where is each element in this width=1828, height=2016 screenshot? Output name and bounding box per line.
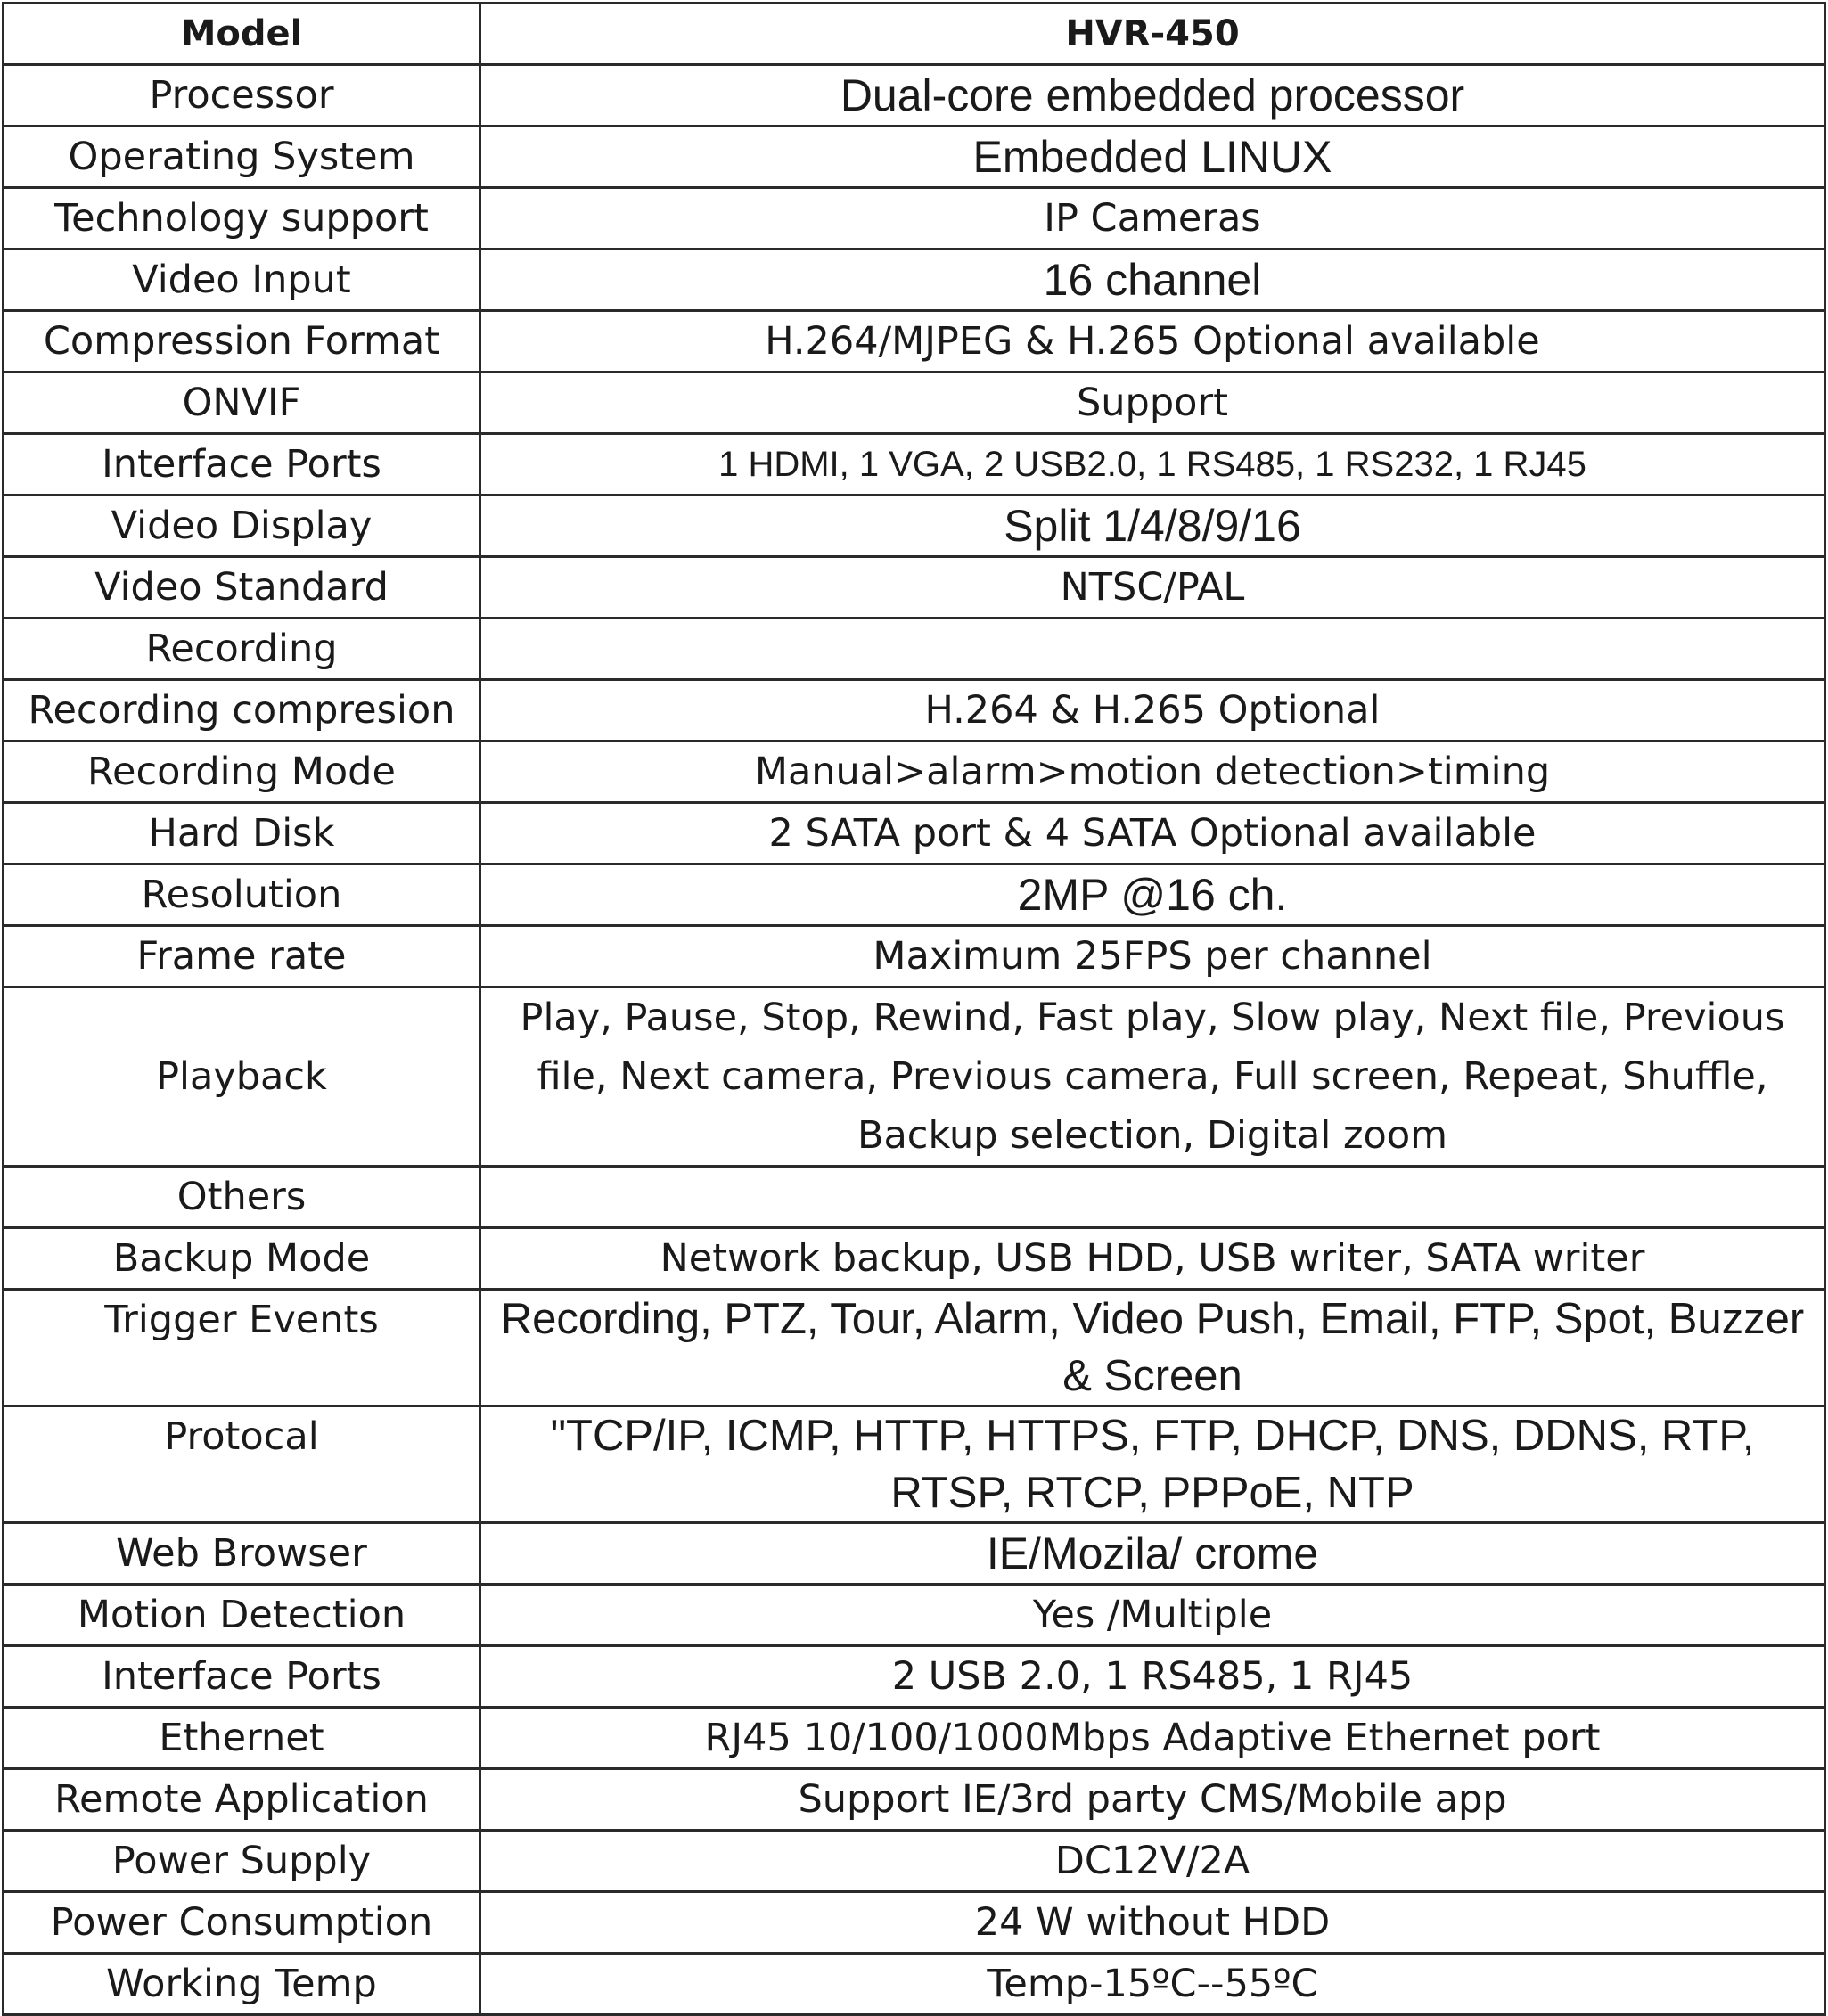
table-row — [4, 373, 1825, 434]
table-row — [4, 496, 1825, 557]
row-value: 2 SATA port & 4 SATA Optional available — [480, 803, 1825, 865]
row-value: 2MP @16 ch. — [480, 865, 1825, 926]
row-value: Support IE/3rd party CMS/Mobile app — [480, 1769, 1825, 1831]
header-label: Model — [4, 4, 480, 65]
row-value: 24 W without HDD — [480, 1892, 1825, 1954]
row-value: H.264 & H.265 Optional — [480, 680, 1825, 742]
table-row — [4, 1406, 1825, 1523]
table-row — [4, 926, 1825, 988]
row-label: Recording compresion — [4, 680, 480, 742]
row-value: H.264/MJPEG & H.265 Optional available — [480, 311, 1825, 373]
row-value: "TCP/IP, ICMP, HTTP, HTTPS, FTP, DHCP, DNS, DDNS, RTP, RTSP, RTCP, PPPoE, NTP — [480, 1406, 1825, 1523]
row-label: Trigger Events — [4, 1290, 480, 1406]
table-row — [4, 1646, 1825, 1708]
table-row — [4, 680, 1825, 742]
row-label: Operating System — [4, 127, 480, 188]
row-label: ONVIF — [4, 373, 480, 434]
row-label: Resolution — [4, 865, 480, 926]
row-value: Support — [480, 373, 1825, 434]
table-row — [4, 619, 1825, 680]
row-value: Network backup, USB HDD, USB writer, SATA writer — [480, 1228, 1825, 1290]
row-label: Video Display — [4, 496, 480, 557]
table-row — [4, 1892, 1825, 1954]
table-row — [4, 865, 1825, 926]
row-value: Recording, PTZ, Tour, Alarm, Video Push, Email, FTP, Spot, Buzzer & Screen — [480, 1290, 1825, 1406]
row-value — [480, 619, 1825, 680]
row-label: Compression Format — [4, 311, 480, 373]
row-value: IE/Mozila/ crome — [480, 1523, 1825, 1585]
row-label: Web Browser — [4, 1523, 480, 1585]
row-label: Processor — [4, 65, 480, 127]
table-row — [4, 1290, 1825, 1406]
table-row — [4, 188, 1825, 250]
row-label: Working Temp — [4, 1954, 480, 2015]
header-model: HVR-450 — [480, 4, 1825, 65]
row-label: Recording Mode — [4, 742, 480, 803]
row-label: Backup Mode — [4, 1228, 480, 1290]
row-label: Video Standard — [4, 557, 480, 619]
row-value: IP Cameras — [480, 188, 1825, 250]
table-row — [4, 988, 1825, 1167]
row-label: Motion Detection — [4, 1585, 480, 1646]
row-value: 1 HDMI, 1 VGA, 2 USB2.0, 1 RS485, 1 RS232, 1 RJ45 — [480, 434, 1825, 496]
table-row — [4, 742, 1825, 803]
row-label: Power Supply — [4, 1831, 480, 1892]
row-value: Play, Pause, Stop, Rewind, Fast play, Slow play, Next file, Previous file, Next camera, Previous camera, Full screen, Repeat, Shuffle, Backup selection, Digital zoom — [480, 988, 1825, 1167]
table-row — [4, 803, 1825, 865]
spec-table — [2, 2, 1826, 2016]
row-label: Playback — [4, 988, 480, 1167]
table-row — [4, 1523, 1825, 1585]
table-row — [4, 1954, 1825, 2015]
row-label: Protocal — [4, 1406, 480, 1523]
table-row — [4, 127, 1825, 188]
table-row — [4, 1228, 1825, 1290]
row-value: DC12V/2A — [480, 1831, 1825, 1892]
row-value: Yes /Multiple — [480, 1585, 1825, 1646]
table-header-row — [4, 4, 1825, 65]
row-value: Split 1/4/8/9/16 — [480, 496, 1825, 557]
row-label: Ethernet — [4, 1708, 480, 1769]
table-row — [4, 1167, 1825, 1228]
row-label: Video Input — [4, 250, 480, 311]
row-value: Maximum 25FPS per channel — [480, 926, 1825, 988]
row-value: Dual-core embedded processor — [480, 65, 1825, 127]
table-row — [4, 311, 1825, 373]
row-label: Remote Application — [4, 1769, 480, 1831]
row-label: Hard Disk — [4, 803, 480, 865]
table-row — [4, 1708, 1825, 1769]
table-row — [4, 434, 1825, 496]
table-row — [4, 557, 1825, 619]
row-label: Recording — [4, 619, 480, 680]
table-row — [4, 1769, 1825, 1831]
row-value: NTSC/PAL — [480, 557, 1825, 619]
row-label: Power Consumption — [4, 1892, 480, 1954]
row-value: Temp-15ºC--55ºC — [480, 1954, 1825, 2015]
table-row — [4, 250, 1825, 311]
row-label: Technology support — [4, 188, 480, 250]
row-value: Manual>alarm>motion detection>timing — [480, 742, 1825, 803]
row-value: 16 channel — [480, 250, 1825, 311]
row-value — [480, 1167, 1825, 1228]
row-value: Embedded LINUX — [480, 127, 1825, 188]
row-value: 2 USB 2.0, 1 RS485, 1 RJ45 — [480, 1646, 1825, 1708]
row-label: Frame rate — [4, 926, 480, 988]
table-row — [4, 65, 1825, 127]
row-label: Interface Ports — [4, 1646, 480, 1708]
row-label: Interface Ports — [4, 434, 480, 496]
table-row — [4, 1585, 1825, 1646]
table-row — [4, 1831, 1825, 1892]
row-label: Others — [4, 1167, 480, 1228]
row-value: RJ45 10/100/1000Mbps Adaptive Ethernet port — [480, 1708, 1825, 1769]
